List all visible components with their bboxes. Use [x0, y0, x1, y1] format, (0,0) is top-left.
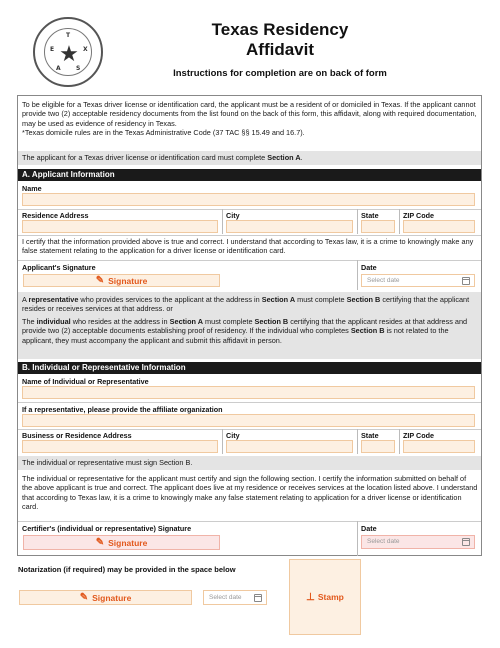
calendar-icon: [462, 277, 470, 285]
applicant-certify-text: I certify that the information provided above is true and correct. I understand that according to Texas law, it is a crime to knowingly make any false statement relating to the application for a driver license or identification card.: [22, 237, 474, 256]
pen-icon: ✎: [95, 275, 105, 286]
divider: [18, 209, 481, 210]
divider: [18, 235, 481, 236]
t: is not related to the applicant, they must accompany the applicant and submit this affidavit in person.: [22, 326, 449, 345]
signature-button-label: Signature: [108, 537, 148, 548]
date-placeholder: Select date: [367, 277, 400, 284]
stamp-icon: ⊥: [306, 591, 315, 603]
dps-seal-logo: [33, 17, 103, 87]
seal-letter: T: [66, 32, 71, 39]
divider: [18, 521, 481, 522]
certifier-date-picker[interactable]: [361, 535, 475, 549]
seal-inner-ring: [44, 28, 92, 76]
seal-letter: A: [56, 65, 61, 72]
affiliate-label: If a representative, please provide the affiliate organization: [22, 405, 223, 414]
city-field[interactable]: [226, 440, 353, 453]
page-subtitle: Instructions for completion are on back of form: [173, 68, 387, 79]
state-field[interactable]: [361, 440, 395, 453]
notary-stamp-button[interactable]: [289, 559, 361, 635]
notary-signature-button[interactable]: [19, 590, 192, 605]
state-field[interactable]: [361, 220, 395, 233]
calendar-icon: [462, 538, 470, 546]
state-label: State: [361, 211, 379, 220]
zip-label: ZIP Code: [403, 211, 435, 220]
seal-letter: X: [83, 46, 88, 53]
zip-field[interactable]: [403, 220, 475, 233]
city-label: City: [226, 431, 240, 440]
rep-paragraph-2: [22, 317, 477, 345]
t: Section B: [254, 316, 289, 326]
individual-name-label: Name of Individual or Representative: [22, 377, 149, 386]
star-icon: ★: [59, 41, 79, 66]
t: representative: [28, 295, 79, 304]
applicant-signature-button[interactable]: [23, 274, 220, 287]
certifier-signature-button[interactable]: [23, 535, 220, 550]
t: individual: [36, 316, 71, 326]
divider: [222, 209, 223, 234]
divider: [399, 429, 400, 454]
city-label: City: [226, 211, 240, 220]
calendar-icon: [254, 594, 262, 602]
residence-address-label: Residence Address: [22, 211, 89, 220]
t: certifying that the applicant resides at that address and provide two (2) acceptable documents establishing proof of residency. If the individual who completes: [22, 316, 468, 336]
t: Section B: [350, 326, 385, 336]
divider: [18, 260, 481, 261]
notice-section-a: [18, 151, 481, 165]
divider: [18, 402, 481, 403]
intro-text: [22, 100, 478, 138]
title-line-1: Texas Residency: [211, 20, 349, 39]
date-label: Date: [361, 524, 377, 533]
notice-bold: Section A: [267, 153, 301, 162]
business-address-label: Business or Residence Address: [22, 431, 132, 440]
date-placeholder: Select date: [367, 538, 400, 545]
divider: [222, 429, 223, 454]
section-b-heading: B. Individual or Representative Information: [18, 362, 481, 374]
certifier-signature-label: Certifier's (individual or representative) Signature: [22, 524, 192, 533]
notice-text: The applicant for a Texas driver license or identification card must complete: [22, 153, 268, 162]
notarization-label: Notarization (if required) may be provided in the space below: [18, 565, 236, 574]
applicant-signature-label: Applicant's Signature: [22, 263, 96, 272]
stamp-button-label: Stamp: [317, 592, 344, 602]
affidavit-form: [17, 95, 482, 556]
intro-footnote: *Texas domicile rules are in the Texas Administrative Code (37 TAC §§ 15.49 and 16.7).: [22, 128, 305, 138]
t: who provides services to the applicant at the address in: [78, 295, 262, 304]
zip-label: ZIP Code: [403, 431, 435, 440]
applicant-date-picker[interactable]: [361, 274, 475, 287]
t: The: [22, 316, 37, 326]
signature-button-label: Signature: [108, 275, 148, 286]
notary-date-picker[interactable]: [203, 590, 267, 605]
zip-field[interactable]: [403, 440, 475, 453]
divider: [18, 429, 481, 430]
t: Section A: [261, 295, 296, 304]
divider: [357, 260, 358, 290]
rep-paragraph-1: [22, 295, 477, 314]
divider: [399, 209, 400, 234]
t: A: [22, 295, 29, 304]
title-line-2: Affidavit: [246, 40, 314, 59]
pen-icon: ✎: [79, 592, 89, 603]
business-address-field[interactable]: [22, 440, 218, 453]
certifier-text: The individual or representative for the applicant must certify and sign the following section. I certify the information submitted on behalf of the above applicant is true and correct. The applicant does live at my residence or receives services at the location listed above. I understand that according to Texas law, it is a crime to knowingly make any false statement relating to application for a driver license or identification card.: [22, 474, 478, 512]
representative-instructions: [18, 292, 481, 359]
name-label: Name: [22, 184, 42, 193]
t: must complete: [203, 316, 255, 326]
affiliate-organization-field[interactable]: [22, 414, 475, 427]
pen-icon: ✎: [95, 537, 105, 548]
t: Section A: [169, 316, 204, 326]
intro-paragraph: To be eligible for a Texas driver license or identification card, the applicant must be a resident of or domiciled in Texas. If the applicant cannot provide two (2) acceptable residency documents from the list found on the back of this form, this affidavit, along with required documentation, may be used as evidence of residency in Texas.: [22, 100, 477, 128]
city-field[interactable]: [226, 220, 353, 233]
divider: [357, 429, 358, 454]
t: who resides at the address in: [70, 316, 170, 326]
section-a-heading: A. Applicant Information: [18, 169, 481, 181]
must-sign-notice: The individual or representative must sign Section B.: [18, 456, 481, 470]
t: Section B: [346, 295, 381, 304]
notice-text: .: [300, 153, 303, 162]
page-title: [150, 20, 410, 60]
applicant-name-field[interactable]: [22, 193, 475, 206]
divider: [357, 209, 358, 234]
seal-letter: S: [76, 65, 81, 72]
state-label: State: [361, 431, 379, 440]
individual-name-field[interactable]: [22, 386, 475, 399]
seal-letter: E: [50, 46, 55, 53]
t: must complete: [295, 295, 347, 304]
signature-button-label: Signature: [92, 592, 132, 603]
residence-address-field[interactable]: [22, 220, 218, 233]
divider: [357, 521, 358, 556]
date-placeholder: Select date: [209, 594, 242, 601]
t: certifying that the applicant resides or receives services at that address. or: [22, 295, 470, 314]
date-label: Date: [361, 263, 377, 272]
